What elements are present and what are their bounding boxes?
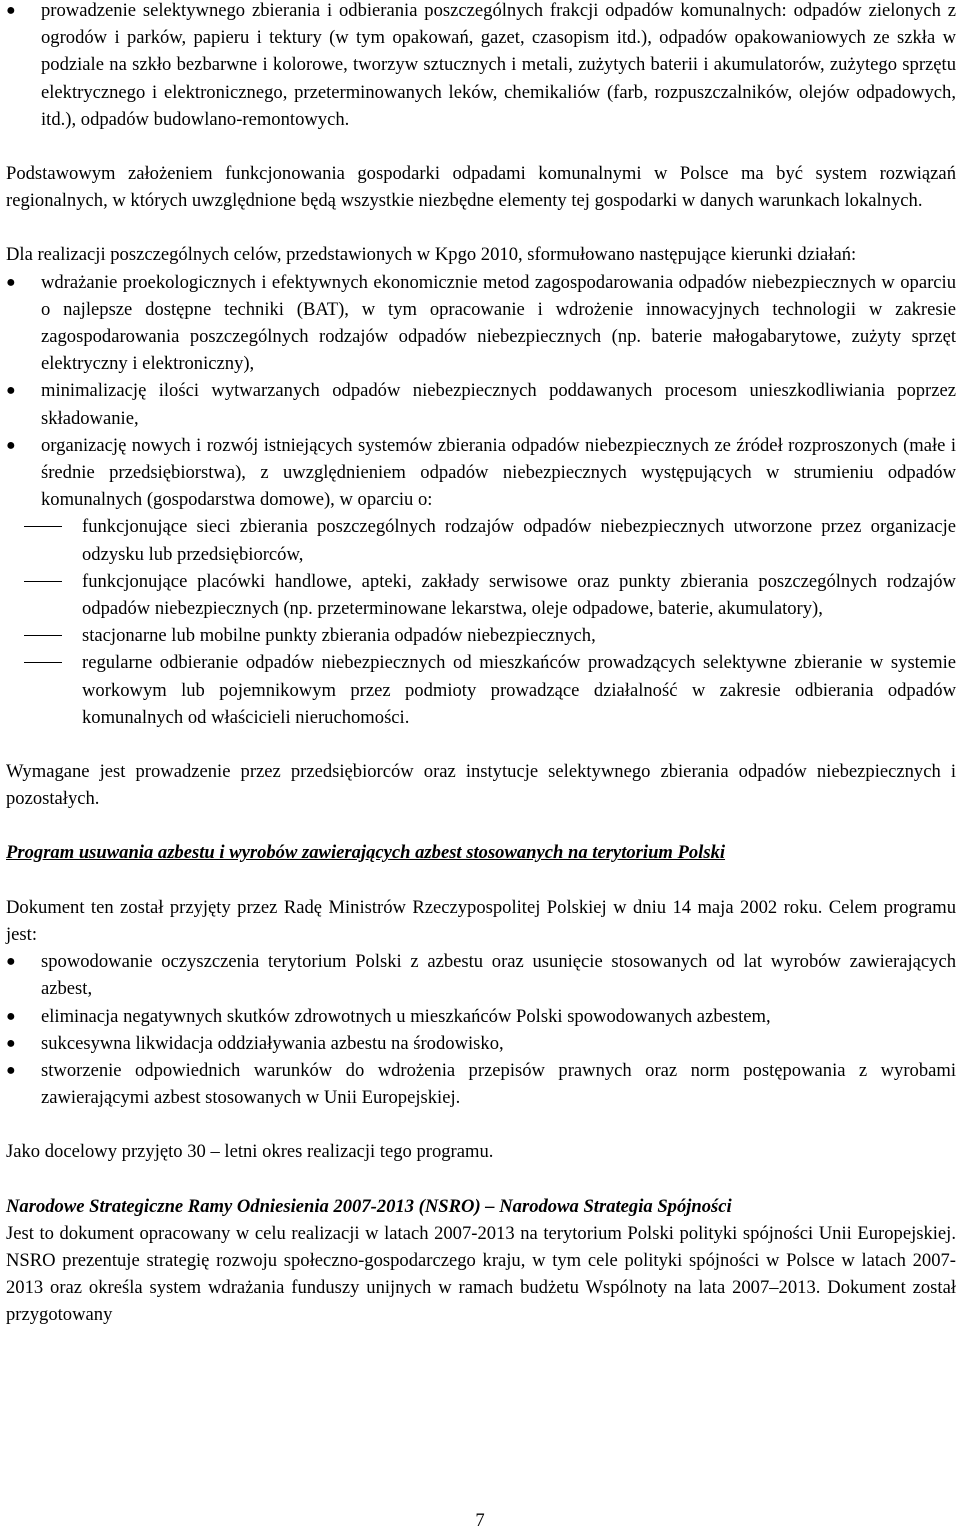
sub-list-item-text: regularne odbieranie odpadów niebezpiecznych od mieszkańców prowadzących selektywne zbieranie w systemie workowym lub pojemnikowym przez podmioty prowadzące działalność w zakresie odbierania odpadów komunalnych od właścicieli nieruchomości. [82,652,956,728]
sub-list-item [6,649,956,731]
sub-list [6,513,956,731]
sub-list-item [6,568,956,622]
list-item [6,432,956,731]
cele-list [6,948,956,1111]
list-item [6,0,956,133]
list-item-text: minimalizację ilości wytwarzanych odpadów niebezpiecznych poddawanych procesom unieszkodliwiania poprzez składowanie, [41,380,956,429]
list-item-text: spowodowanie oczyszczenia terytorium Polski z azbestu oraz usunięcie stosowanych od lat wyrobów zawierających azbest, [41,951,956,1000]
paragraph-dokument: Dokument ten został przyjęty przez Radę Ministrów Rzeczypospolitej Polskiej w dniu 14 maja 2002 roku. Celem programu jest: [6,896,956,945]
list-item-text: organizację nowych i rozwój istniejących systemów zbierania odpadów niebezpiecznych ze źródeł rozproszonych (małe i średnie przedsiębiorstwa), z uwzględnieniem odpadów niebezpiecznych występujących w strumieniu odpadów komunalnych (gospodarstwa domowe), w oparciu o: [41,434,956,511]
bullet-icon: ● [6,382,16,400]
bullet-icon: ● [6,1061,16,1079]
list-item [6,1003,956,1030]
bullet-icon: ● [6,1034,16,1052]
paragraph-jako: Jako docelowy przyjęto 30 – letni okres realizacji tego programu. [6,1141,494,1163]
list-item [6,1057,956,1111]
paragraph-podstawowym: Podstawowym założeniem funkcjonowania gospodarki odpadami komunalnymi w Polsce ma być system rozwiązań regionalnych, w których uwzględnione będą wszystkie niezbędne elementy tej gospodarki w danych warunkach lokalnych. [6,163,956,212]
list-item [6,1030,956,1057]
sub-list-item-text: funkcjonujące placówki handlowe, apteki, zakłady serwisowe oraz punkty zbierania poszczególnych rodzajów odpadów niebezpiecznych (np. przeterminowane lekarstwa, oleje odpadowe, baterie, akumulatory), [82,570,956,620]
paragraph-nsro: Jest to dokument opracowany w celu realizacji w latach 2007-2013 na terytorium Polski polityki spójności Unii Europejskiej. NSRO prezentuje strategię rozwoju społeczno-gospodarczego kraju, w tym cele polityki spójności w Polsce w latach 2007-2013 oraz określa system wdrażania funduszy unijnych w ramach budżetu Wspólnoty na lata 2007–2013. Dokument został przygotowany [6,1222,956,1326]
dash-icon [24,635,62,636]
bullet-icon: ● [6,953,16,971]
bullet-icon: ● [6,1007,16,1025]
sub-list-item [6,513,956,567]
paragraph-wymagane: Wymagane jest prowadzenie przez przedsiębiorców oraz instytucje selektywnego zbierania odpadów niebezpiecznych i pozostałych. [6,761,956,810]
heading-nsro: Narodowe Strategiczne Ramy Odniesienia 2007-2013 (NSRO) – Narodowa Strategia Spójności [6,1195,732,1217]
list-item [6,377,956,431]
bullet-icon: ● [6,436,16,454]
document-page [6,0,956,1329]
bullet-icon: ● [6,273,16,291]
sub-list-item-text: stacjonarne lub mobilne punkty zbierania odpadów niebezpiecznych, [82,625,596,647]
list-item-text: wdrażanie proekologicznych i efektywnych ekonomicznie metod zagospodarowania odpadów niebezpiecznych w oparciu o najlepsze dostępne techniki (BAT), w tym opracowanie i wdrożenie innowacyjnych technologii w zakresie zagospodarowania poszczególnych rodzajów odpadów niebezpiecznych (np. baterie małogabarytowe, zużyty sprzęt elektryczny i elektroniczny), [41,271,956,375]
kierunki-list [6,269,956,731]
paragraph-dla-realizacji: Dla realizacji poszczególnych celów, przedstawionych w Kpgo 2010, sformułowano następujące kierunki działań: [6,244,857,266]
dash-icon [24,581,62,582]
bullet-icon: ● [6,2,16,19]
dash-icon [24,662,62,663]
intro-bullet-list [6,0,956,133]
list-item [6,269,956,378]
page-number: 7 [475,1510,485,1531]
list-item-text: eliminacja negatywnych skutków zdrowotnych u mieszkańców Polski spowodowanych azbestem, [41,1005,771,1027]
sub-list-item [6,622,956,649]
sub-list-item-text: funkcjonujące sieci zbierania poszczególnych rodzajów odpadów niebezpiecznych utworzone przez organizacje odzysku lub przedsiębiorców, [82,516,956,565]
list-item [6,948,956,1002]
heading-azbest: Program usuwania azbestu i wyrobów zawierających azbest stosowanych na terytorium Polski [6,842,726,864]
list-item-text: stworzenie odpowiednich warunków do wdrożenia przepisów prawnych oraz norm postępowania z wyrobami zawierającymi azbest stosowanych w Unii Europejskiej. [41,1059,956,1109]
list-item-text: sukcesywna likwidacja oddziaływania azbestu na środowisko, [41,1032,504,1054]
dash-icon [24,526,62,527]
list-item-text: prowadzenie selektywnego zbierania i odbierania poszczególnych frakcji odpadów komunalnych: odpadów zielonych z ogrodów i parków, papieru i tektury (w tym opakowań, gazet, czasopism itd.), odpadów opakowaniowych ze szkła w podziale na szkło bezbarwne i kolorowe, tworzyw sztucznych i metali, zużytych baterii i akumulatorów, zużytego sprzętu elektrycznego i elektronicznego, przeterminowanych leków, chemikaliów (farb, rozpuszczalników, olejów odpadowych, itd.), odpadów budowlano-remontowych. [41,0,956,130]
